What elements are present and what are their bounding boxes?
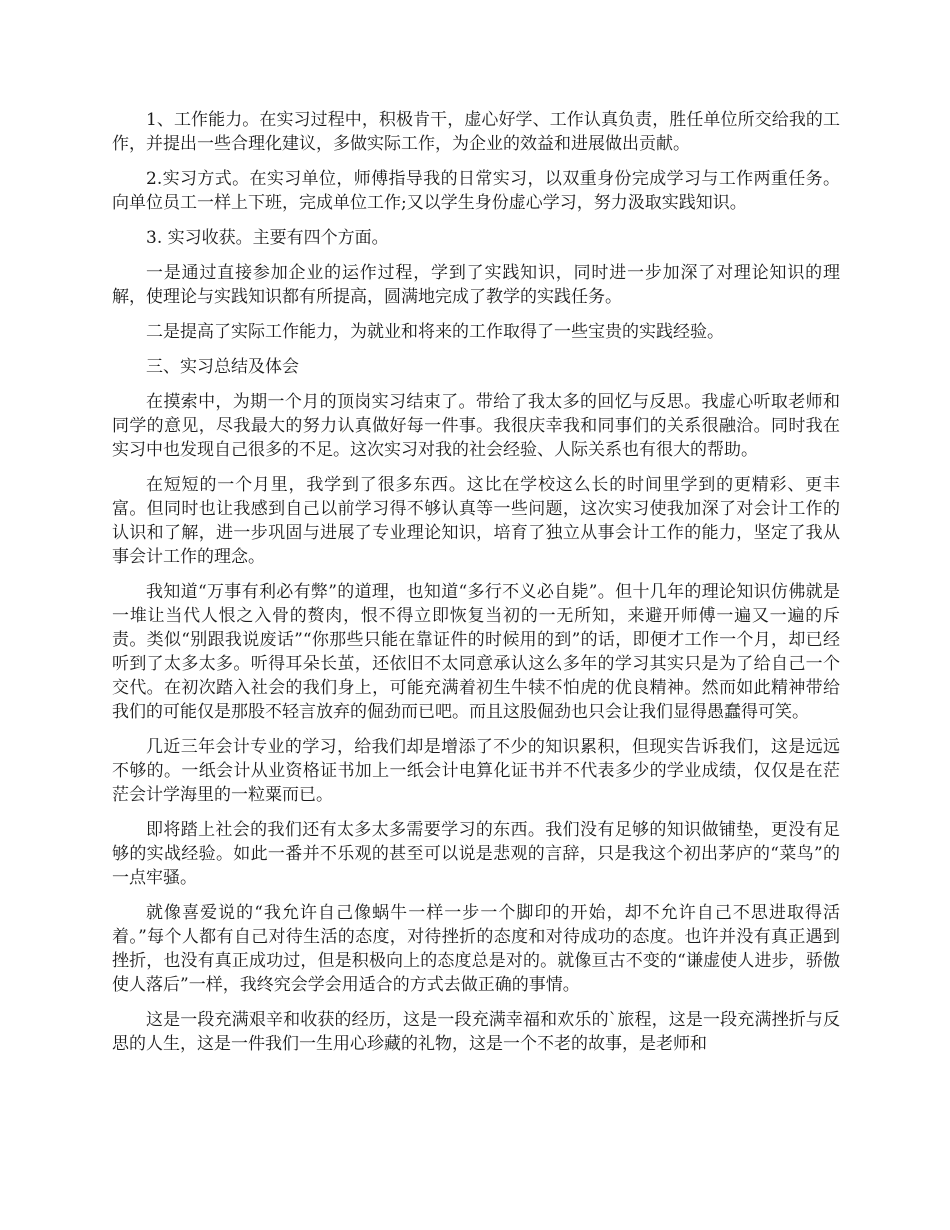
- paragraph-work-ability: 1、工作能力。在实习过程中，积极肯干，虚心好学、工作认真负责，胜任单位所交给我的工作，并提出一些合理化建议，多做实际工作，为企业的效益和进展做出贡献。: [112, 110, 840, 154]
- paragraph-gain-two: 二是提高了实际工作能力，为就业和将来的工作取得了一些宝贵的实践经验。: [146, 322, 724, 342]
- paragraph-summary-5: 即将踏上社会的我们还有太多太多需要学习的东西。我们没有足够的知识做铺垫，更没有足够的实战经验。如此一番并不乐观的甚至可以说是悲观的言辞，只是我这个初出茅庐的“菜鸟”的一点牢骚。: [112, 820, 840, 888]
- paragraph-summary-4: 几近三年会计专业的学习，给我们却是增添了不少的知识累积，但现实告诉我们，这是远远不够的。一纸会计从业资格证书加上一纸会计电算化证书并不代表多少的学业成绩，仅仅是在茫茫会计学海里的一粒粟而已。: [112, 737, 840, 805]
- document-page: [112, 108, 840, 1067]
- paragraph-summary-3: 我知道“万事有利必有弊”的道理，也知道“多行不义必自毙”。但十几年的理论知识仿佛就是一堆让当代人恨之入骨的赘肉，恨不得立即恢复当初的一无所知，来避开师傅一遍又一遍的斥责。类似“别跟我说废话”“你那些只能在靠证件的时候用的到”的话，即便才工作一个月，却已经听到了太多太多。听得耳朵长茧，还依旧不太同意承认这么多年的学习其实只是为了给自己一个交代。在初次踏入社会的我们身上，可能充满着初生牛犊不怕虎的优良精神。然而如此精神带给我们的可能仅是那股不轻言放弃的倔劲而已吧。而且这股倔劲也只会让我们显得愚蠢得可笑。: [112, 582, 840, 722]
- paragraph-internship-method: 2.实习方式。在实习单位，师傅指导我的日常实习，以双重身份完成学习与工作两重任务。向单位员工一样上下班，完成单位工作;又以学生身份虚心学习，努力汲取实践知识。: [112, 169, 840, 213]
- paragraph-summary-1: 在摸索中，为期一个月的顶岗实习结束了。带给了我太多的回忆与反思。我虚心听取老师和同学的意见，尽我最大的努力认真做好每一件事。我很庆幸我和同事们的关系很融洽。同时我在实习中也发现自己很多的不足。这次实习对我的社会经验、人际关系也有很大的帮助。: [112, 392, 840, 460]
- section-heading-summary: 三、实习总结及体会: [146, 357, 299, 377]
- paragraph-summary-7: 这是一段充满艰辛和收获的经历，这是一段充满幸福和欢乐的`旅程，这是一段充满挫折与反思的人生，这是一件我们一生用心珍藏的礼物，这是一个不老的故事，是老师和: [112, 1010, 840, 1054]
- paragraph-summary-6: 就像喜爱说的“我允许自己像蜗牛一样一步一个脚印的开始，却不允许自己不思进取得活着。”每个人都有自己对待生活的态度，对待挫折的态度和对待成功的态度。也许并没有真正遇到挫折，也没有真正成功过，但是积极向上的态度总是对的。就像亘古不变的“谦虚使人进步，骄傲使人落后”一样，我终究会学会用适合的方式去做正确的事情。: [112, 903, 840, 995]
- paragraph-internship-gains: 3. 实习收获。主要有四个方面。: [146, 228, 389, 248]
- paragraph-summary-2: 在短短的一个月里，我学到了很多东西。这比在学校这么长的时间里学到的更精彩、更丰富。但同时也让我感到自己以前学习得不够认真等一些问题，这次实习使我加深了对会计工作的认识和了解，进一步巩固与进展了专业理论知识，培育了独立从事会计工作的能力，坚定了我从事会计工作的理念。: [112, 475, 840, 567]
- paragraph-gain-one: 一是通过直接参加企业的运作过程，学到了实践知识，同时进一步加深了对理论知识的理解，使理论与实践知识都有所提高，圆满地完成了教学的实践任务。: [112, 263, 840, 307]
